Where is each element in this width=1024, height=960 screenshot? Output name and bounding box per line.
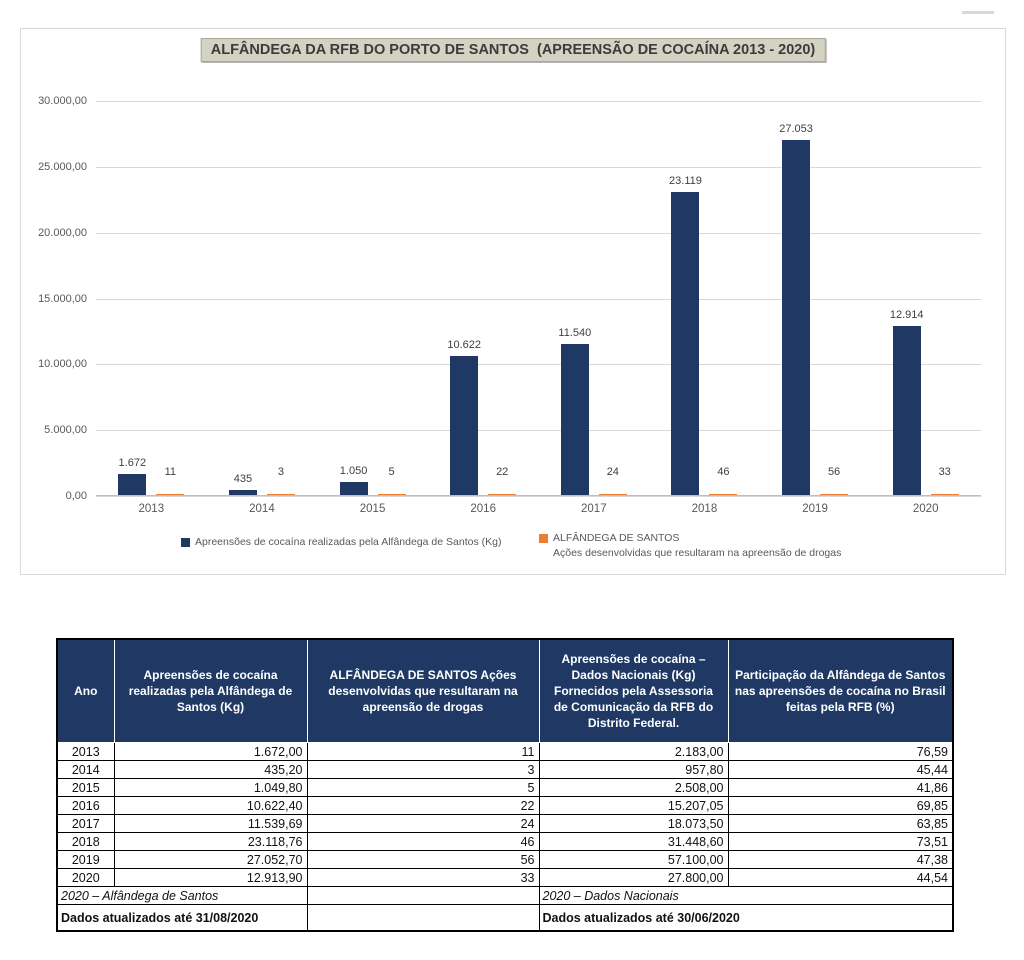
table-row	[57, 779, 953, 797]
bar-group	[870, 101, 981, 515]
table-cell: 47,38	[728, 851, 953, 869]
table-header-row	[57, 639, 953, 743]
bar-groups	[96, 101, 981, 515]
bar-santos-kg	[118, 474, 146, 496]
bar-value-label-santos-kg: 1.050	[339, 465, 368, 478]
legend-label-santos-kg: Apreensões de cocaína realizadas pela Alfândega de Santos (Kg)	[195, 536, 502, 548]
bar-value-label-santos-kg: 1.672	[118, 457, 147, 469]
bar-group	[539, 101, 650, 515]
bar-group	[649, 101, 760, 515]
x-axis-tick-label: 2016	[470, 503, 496, 515]
bar-value-label-santos-kg: 435	[233, 473, 253, 486]
bar-value-label-santos-kg: 10.622	[447, 339, 482, 352]
table-cell: 2014	[57, 761, 114, 779]
footnote-update-nacionais: Dados atualizados até 30/06/2020	[539, 905, 953, 932]
x-axis-line	[96, 495, 981, 496]
table-cell: 56	[307, 851, 539, 869]
table-cell: 1.672,00	[114, 743, 307, 761]
table-cell: 2.508,00	[539, 779, 728, 797]
table-cell: 12.913,90	[114, 869, 307, 887]
table-cell: 435,20	[114, 761, 307, 779]
bar-santos-kg	[561, 344, 589, 496]
bar-value-label-acoes: 24	[606, 466, 619, 478]
footnote-empty-cell	[307, 905, 539, 932]
bar-value-label-acoes: 46	[717, 466, 730, 478]
table-row	[57, 815, 953, 833]
bar-value-label-santos-kg: 23.119	[669, 174, 702, 187]
x-axis-tick-label: 2014	[249, 503, 275, 515]
table-row	[57, 833, 953, 851]
header-cell-ano: Ano	[57, 639, 114, 743]
table-cell: 23.118,76	[114, 833, 307, 851]
bar-group	[760, 101, 871, 515]
bar-value-label-acoes: 3	[277, 466, 284, 478]
bar-group	[96, 101, 207, 515]
table-cell: 15.207,05	[539, 797, 728, 815]
bar-value-label-santos-kg: 11.540	[558, 327, 592, 340]
table-cell: 46	[307, 833, 539, 851]
chart-legend	[21, 532, 1005, 568]
table-row	[57, 761, 953, 779]
table-cell: 33	[307, 869, 539, 887]
table-cell: 5	[307, 779, 539, 797]
table-cell: 27.052,70	[114, 851, 307, 869]
table-cell: 11.539,69	[114, 815, 307, 833]
plot-area	[38, 95, 981, 515]
window-minimize-dash	[962, 11, 994, 14]
bar-group	[317, 101, 428, 515]
y-axis-tick-label: 0,00	[65, 490, 87, 502]
bar-value-label-santos-kg: 12.914	[889, 309, 924, 321]
legend-label-acoes-line2: Ações desenvolvidas que resultaram na apreensão de drogas	[553, 547, 842, 559]
chart-frame	[20, 28, 1006, 575]
table-cell: 2.183,00	[539, 743, 728, 761]
table-row	[57, 743, 953, 761]
table-row	[57, 851, 953, 869]
header-cell-dados-nacionais: Apreensões de cocaína – Dados Nacionais (Kg) Fornecidos pela Assessoria de Comunicação da RFB do Distrito Federal.	[539, 639, 728, 743]
y-axis-tick-label: 5.000,00	[44, 424, 87, 437]
table-cell: 57.100,00	[539, 851, 728, 869]
table-cell: 3	[307, 761, 539, 779]
footnote-source-row	[57, 887, 953, 905]
footnote-source-santos: 2020 – Alfândega de Santos	[57, 887, 307, 905]
table-cell: 73,51	[728, 833, 953, 851]
table-cell: 27.800,00	[539, 869, 728, 887]
table-cell: 22	[307, 797, 539, 815]
table-cell: 45,44	[728, 761, 953, 779]
table-cell: 69,85	[728, 797, 953, 815]
y-axis-tick-label: 10.000,00	[38, 358, 87, 371]
y-axis-tick-label: 20.000,00	[38, 226, 87, 239]
x-axis-tick-label: 2019	[802, 503, 828, 515]
y-axis-tick-label: 15.000,00	[38, 292, 87, 305]
table-cell: 63,85	[728, 815, 953, 833]
table-cell: 2016	[57, 797, 114, 815]
y-axis-tick-label: 25.000,00	[38, 160, 87, 173]
legend-label-acoes-line1: ALFÂNDEGA DE SANTOS	[553, 532, 680, 544]
header-cell-acoes: ALFÂNDEGA DE SANTOS Ações desenvolvidas que resultaram na apreensão de drogas	[307, 639, 539, 743]
bar-santos-kg	[671, 192, 699, 496]
x-axis-tick-label: 2020	[912, 503, 939, 515]
table-cell: 76,59	[728, 743, 953, 761]
data-table	[56, 638, 954, 932]
table-cell: 2019	[57, 851, 114, 869]
table-cell: 44,54	[728, 869, 953, 887]
table-cell: 1.049,80	[114, 779, 307, 797]
x-axis-tick-label: 2018	[691, 503, 718, 515]
table-cell: 41,86	[728, 779, 953, 797]
legend-item-acoes	[539, 532, 841, 559]
y-axis-tick-label: 30.000,00	[38, 95, 87, 107]
table-cell: 11	[307, 743, 539, 761]
footnote-empty-cell	[307, 887, 539, 905]
legend-item-santos-kg	[181, 536, 501, 548]
table-cell: 2017	[57, 815, 114, 833]
table-cell: 31.448,60	[539, 833, 728, 851]
bar-value-label-acoes: 33	[938, 466, 951, 478]
footnote-source-nacionais: 2020 – Dados Nacionais	[539, 887, 953, 905]
table-row	[57, 797, 953, 815]
bar-santos-kg	[782, 140, 810, 496]
table-cell: 2013	[57, 743, 114, 761]
bar-santos-kg	[893, 326, 921, 496]
x-axis-tick-label: 2017	[581, 503, 607, 515]
x-axis-tick-label: 2015	[359, 503, 386, 515]
x-axis-tick-label: 2013	[138, 503, 165, 515]
gridline	[96, 496, 981, 497]
bar-value-label-santos-kg: 27.053	[779, 122, 813, 135]
header-cell-participacao: Participação da Alfândega de Santos nas apreensões de cocaína no Brasil feitas pela RFB (%)	[728, 639, 953, 743]
table-cell: 2018	[57, 833, 114, 851]
bar-value-label-acoes: 5	[388, 466, 395, 478]
bar-group	[428, 101, 539, 515]
bar-value-label-acoes: 56	[827, 466, 841, 478]
bar-santos-kg	[450, 356, 478, 496]
table-cell: 18.073,50	[539, 815, 728, 833]
table-cell: 24	[307, 815, 539, 833]
bar-value-label-acoes: 11	[164, 466, 177, 478]
table-cell: 2020	[57, 869, 114, 887]
header-cell-apreensoes-santos: Apreensões de cocaína realizadas pela Alfândega de Santos (Kg)	[114, 639, 307, 743]
footnote-update-row	[57, 905, 953, 932]
footnote-update-santos: Dados atualizados até 31/08/2020	[57, 905, 307, 932]
table-cell: 957,80	[539, 761, 728, 779]
legend-swatch-santos-kg-icon	[181, 538, 190, 547]
bar-value-label-acoes: 22	[496, 466, 509, 478]
table-row	[57, 869, 953, 887]
table-cell: 2015	[57, 779, 114, 797]
chart-title: ALFÂNDEGA DA RFB DO PORTO DE SANTOS (APREENSÃO DE COCAÍNA 2013 - 2020)	[201, 38, 826, 62]
legend-swatch-acoes-icon	[539, 534, 548, 543]
bar-santos-kg	[340, 482, 368, 496]
bar-group	[207, 101, 318, 515]
table-cell: 10.622,40	[114, 797, 307, 815]
